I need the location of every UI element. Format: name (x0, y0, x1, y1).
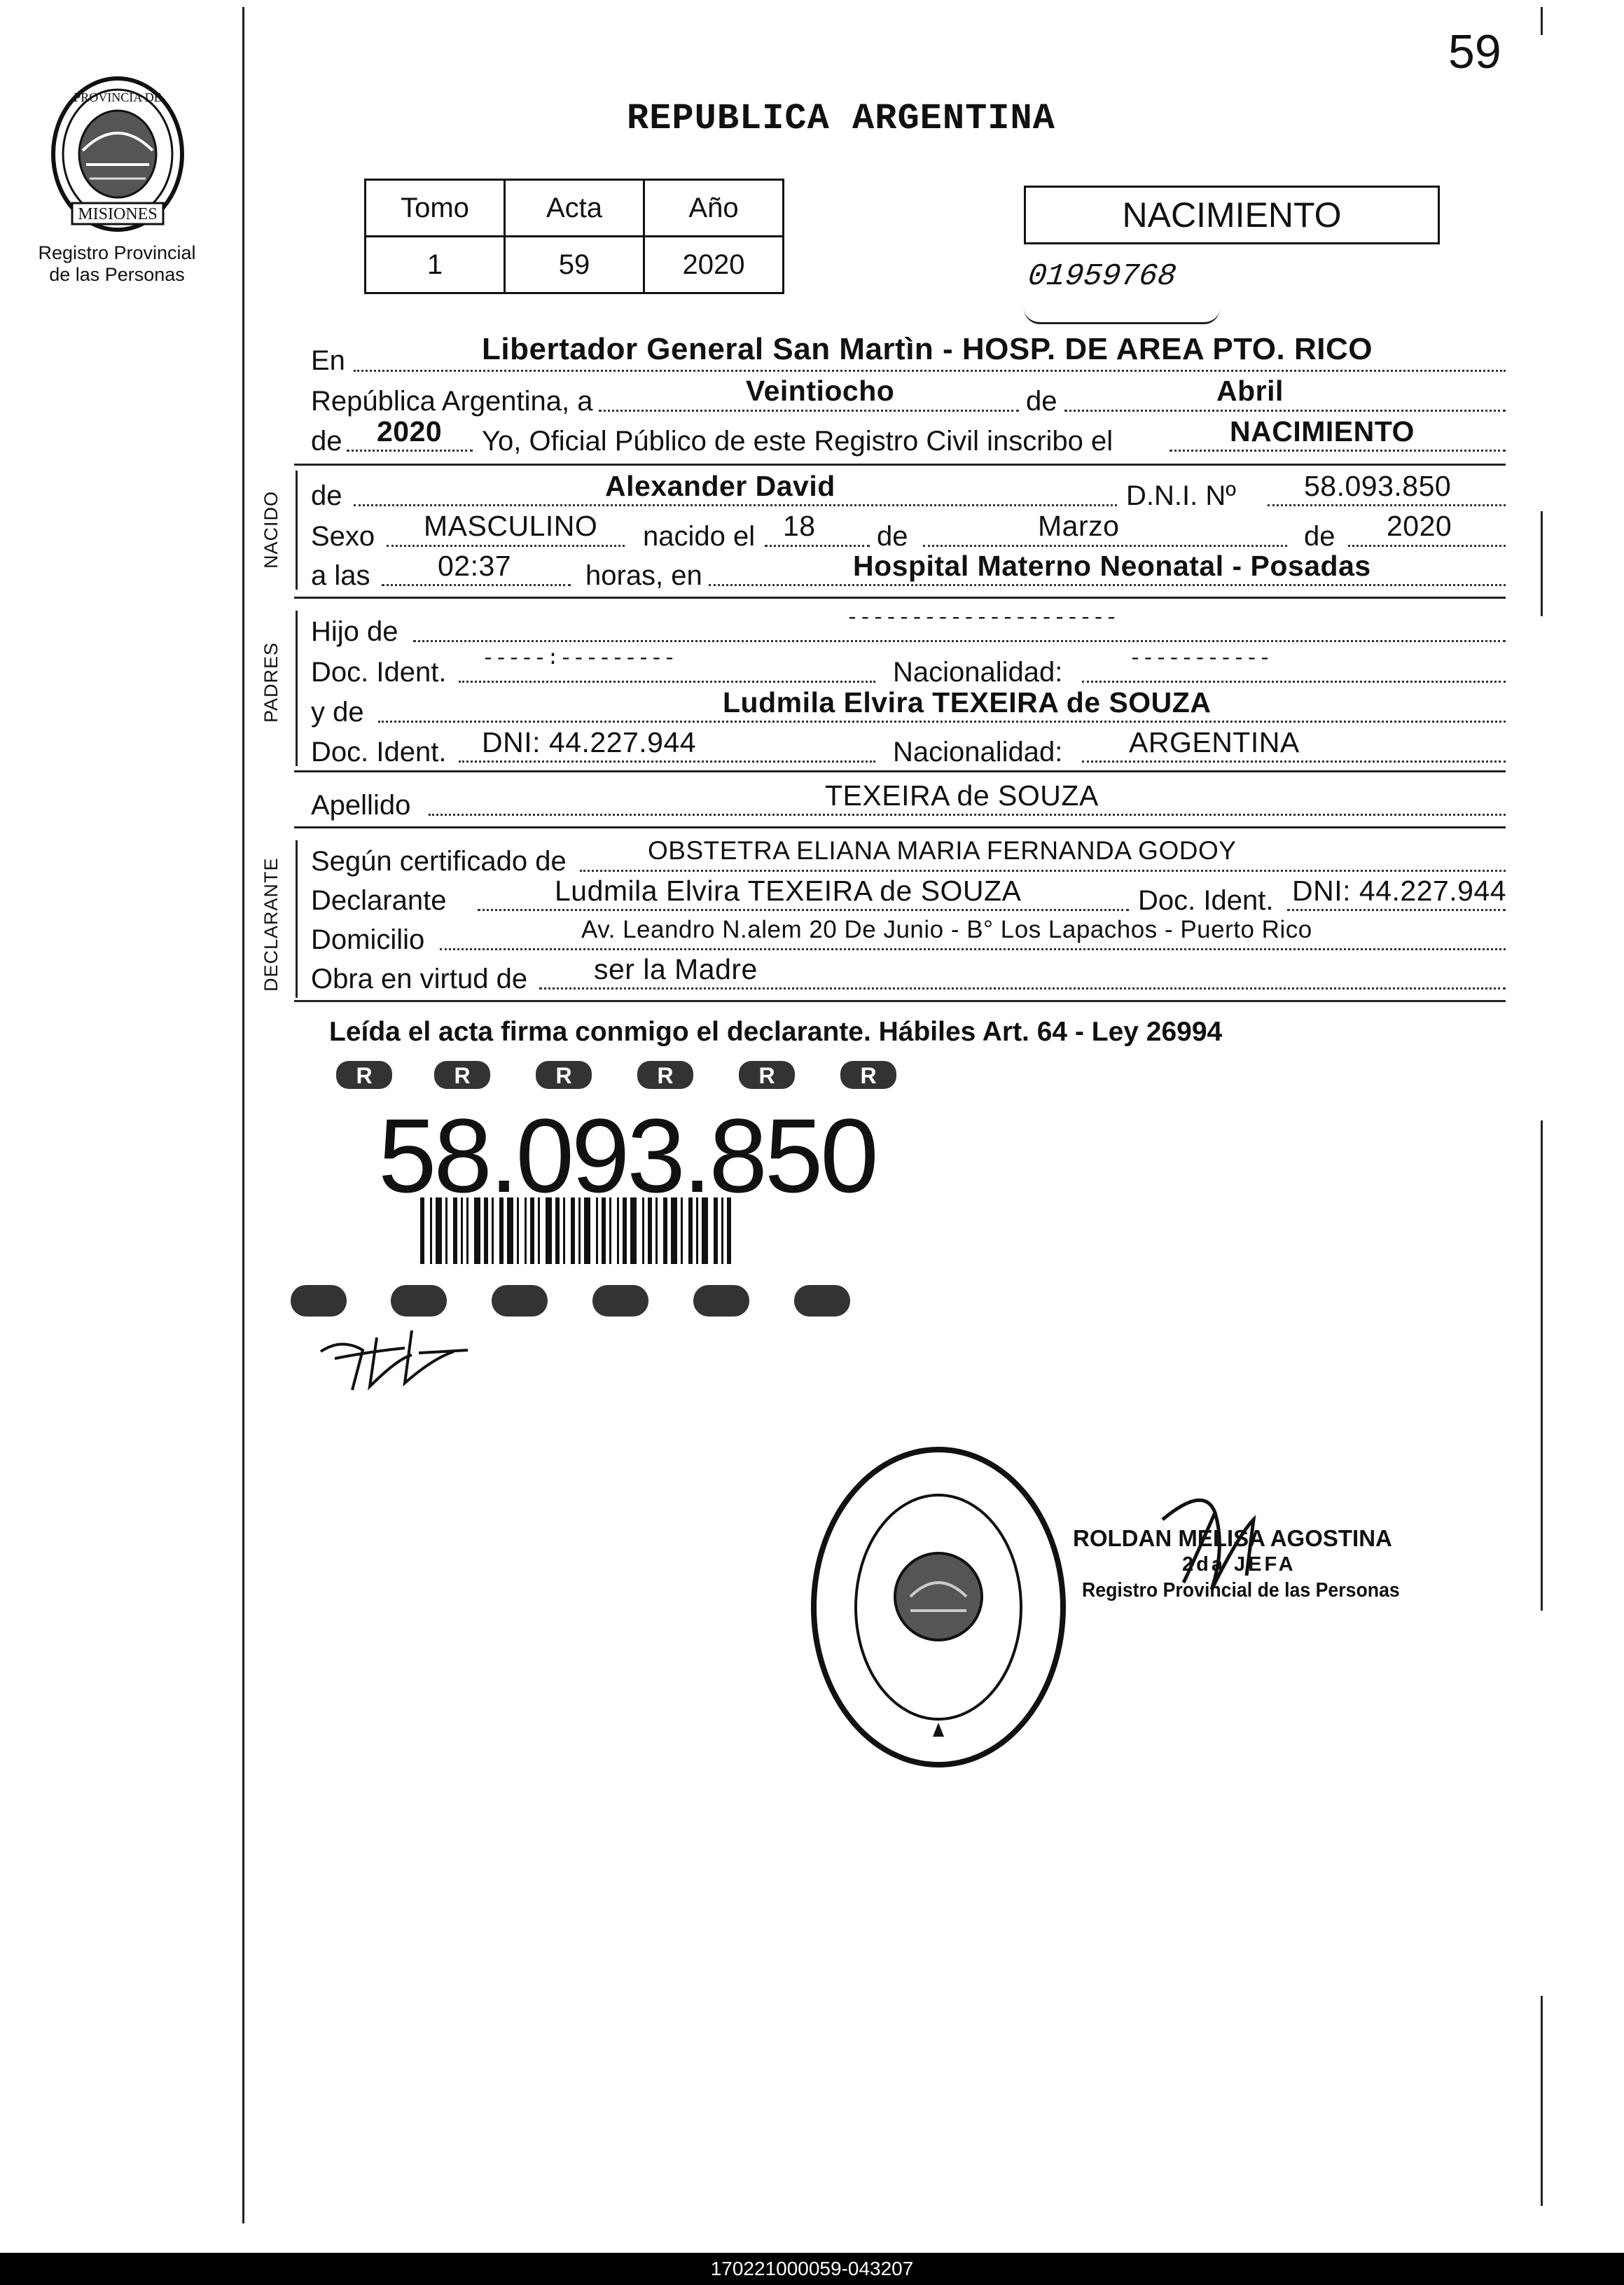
sexo-label: Sexo (311, 521, 375, 552)
de-label: de (1026, 386, 1057, 417)
official-office: Registro Provincial de las Personas (1082, 1579, 1400, 1602)
dotted-line (1348, 545, 1506, 547)
section-divider (294, 464, 1506, 466)
hijo-de-label: Hijo de (311, 616, 398, 647)
nacido-bracket (296, 471, 298, 590)
sexo-value: MASCULINO (424, 510, 598, 542)
hora-value: 02:37 (438, 550, 512, 582)
table-header-anio: Año (644, 180, 784, 237)
svg-text:PROVINCIA DE: PROVINCIA DE (74, 90, 162, 104)
inscribe-text: Yo, Oficial Público de este Registro Civil inscribo el (482, 426, 1113, 457)
father-doc-value: -----:--------- (482, 647, 676, 671)
dotted-line (923, 545, 1287, 547)
mother-nationality-value: ARGENTINA (1129, 726, 1300, 758)
registry-name-line2: de las Personas (49, 264, 185, 286)
mother-doc-value: DNI: 44.227.944 (482, 726, 697, 758)
section-divider (294, 826, 1506, 828)
obra-label: Obra en virtud de (311, 964, 528, 994)
right-edge-mark (1541, 511, 1543, 616)
serial-underline (1024, 308, 1220, 324)
inscribe-value: NACIMIENTO (1230, 415, 1415, 447)
father-name-value: --------------------- (846, 606, 1118, 630)
act-type-box: NACIMIENTO (1024, 186, 1440, 244)
dotted-line (459, 760, 875, 763)
year-value: 2020 (377, 415, 443, 447)
sticker-number: 58.093.850 (378, 1097, 876, 1214)
registry-stamp (805, 1443, 1071, 1772)
dotted-line (1064, 410, 1506, 412)
official-role: 2da JEFA (1182, 1553, 1296, 1576)
declarante-name-value: Ludmila Elvira TEXEIRA de SOUZA (555, 875, 1022, 907)
svg-text:R: R (356, 1063, 373, 1088)
domicilio-label: Domicilio (311, 924, 425, 955)
year-label: de (311, 426, 342, 457)
registry-name-line1: Registro Provincial (38, 242, 196, 263)
official-name: ROLDAN MELISA AGOSTINA (1073, 1525, 1392, 1551)
child-name-value: Alexander David (605, 470, 835, 502)
section-divider (294, 597, 1506, 599)
closing-text: Leída el acta firma conmigo el declarante. Hábiles Art. 64 - Ley 26994 (329, 1017, 1223, 1047)
barcode-sticker (287, 1054, 910, 1327)
dotted-line (387, 545, 625, 547)
nacido-el-label: nacido el (643, 521, 756, 552)
domicilio-value: Av. Leandro N.alem 20 De Junio - B° Los Lapachos - Puerto Rico (581, 916, 1312, 943)
month-value: Abril (1216, 375, 1284, 407)
table-cell-tomo: 1 (366, 237, 505, 293)
declarante-doc-value: DNI: 44.227.944 (1292, 875, 1507, 907)
left-margin-rule (242, 7, 244, 2223)
svg-text:R: R (657, 1063, 674, 1088)
dotted-line (1170, 450, 1506, 452)
dotted-line (709, 584, 1506, 586)
declarante-section-label: DECLARANTE (261, 857, 282, 992)
birth-place-value: Hospital Materno Neonatal - Posadas (853, 550, 1371, 582)
dotted-line (354, 370, 1506, 372)
mother-doc-label: Doc. Ident. (311, 737, 447, 768)
en-label: En (311, 345, 345, 376)
dotted-line (382, 584, 571, 586)
page-title: REPUBLICA ARGENTINA (627, 98, 1055, 139)
y-de-label: y de (311, 697, 364, 728)
svg-text:R: R (860, 1063, 877, 1088)
mother-name-value: Ludmila Elvira TEXEIRA de SOUZA (723, 686, 1212, 718)
obra-value: ser la Madre (594, 953, 758, 985)
day-words-value: Veintiocho (746, 375, 895, 407)
right-edge-mark (1541, 1996, 1543, 2206)
dni-label: D.N.I. Nº (1126, 480, 1236, 511)
serial-number: 01959768 (1026, 259, 1178, 294)
declarante-signature (314, 1310, 475, 1401)
dotted-line (580, 870, 1506, 872)
section-divider (294, 1000, 1506, 1002)
horas-en-label: horas, en (585, 560, 702, 591)
dotted-line (599, 410, 1019, 412)
page-number: 59 (1448, 25, 1501, 78)
record-table (364, 179, 784, 294)
dotted-line (354, 504, 1117, 506)
birth-month-value: Marzo (1038, 510, 1120, 542)
apellido-label: Apellido (311, 790, 411, 821)
dotted-line (378, 721, 1506, 723)
declarante-bracket (296, 840, 298, 998)
padres-section-label: PADRES (261, 641, 282, 723)
svg-text:MISIONES: MISIONES (78, 205, 158, 223)
dotted-line (1268, 504, 1506, 506)
de-label-2: de (877, 521, 908, 552)
dotted-line (765, 545, 870, 547)
nacido-section-label: NACIDO (261, 490, 282, 569)
dotted-line (440, 948, 1506, 950)
misiones-seal-logo (48, 74, 188, 235)
cert-label: Según certificado de (311, 846, 567, 877)
svg-text:R: R (555, 1063, 572, 1088)
footer-code: 170221000059-043207 (0, 2253, 1624, 2285)
de-label-3: de (1304, 521, 1335, 552)
dotted-line (1082, 760, 1506, 763)
dotted-line (347, 450, 473, 452)
section-divider (294, 770, 1506, 772)
dotted-line (1082, 681, 1506, 683)
dotted-line (459, 681, 875, 683)
dotted-line (429, 814, 1506, 816)
dotted-line (1287, 909, 1506, 911)
birth-day-value: 18 (783, 510, 816, 542)
dotted-line (413, 640, 1506, 642)
republica-label: República Argentina, a (311, 386, 593, 417)
nacido-de-label: de (311, 480, 342, 511)
birth-year-value: 2020 (1387, 510, 1452, 542)
declarante-doc-label: Doc. Ident. (1138, 885, 1274, 916)
table-cell-acta: 59 (505, 237, 644, 293)
padres-bracket (296, 611, 298, 766)
svg-text:R: R (454, 1063, 471, 1088)
hora-label: a las (311, 560, 370, 591)
svg-text:R: R (758, 1063, 775, 1088)
table-header-tomo: Tomo (366, 180, 505, 237)
father-nationality-value: ----------- (1129, 647, 1272, 671)
child-dni-value: 58.093.850 (1304, 470, 1452, 502)
right-edge-mark (1541, 1120, 1543, 1611)
apellido-value: TEXEIRA de SOUZA (825, 779, 1099, 812)
registry-name (29, 242, 204, 286)
father-doc-label: Doc. Ident. (311, 657, 447, 688)
cert-value: OBSTETRA ELIANA MARIA FERNANDA GODOY (648, 836, 1237, 865)
dotted-line (478, 909, 1129, 911)
dotted-line (539, 987, 1506, 989)
place-value: Libertador General San Martìn - HOSP. DE AREA PTO. RICO (482, 332, 1373, 366)
table-cell-anio: 2020 (644, 237, 784, 293)
declarante-label: Declarante (311, 885, 447, 916)
table-header-acta: Acta (505, 180, 644, 237)
father-nationality-label: Nacionalidad: (893, 657, 1063, 688)
mother-nationality-label: Nacionalidad: (893, 737, 1063, 768)
right-edge-mark (1541, 7, 1543, 35)
